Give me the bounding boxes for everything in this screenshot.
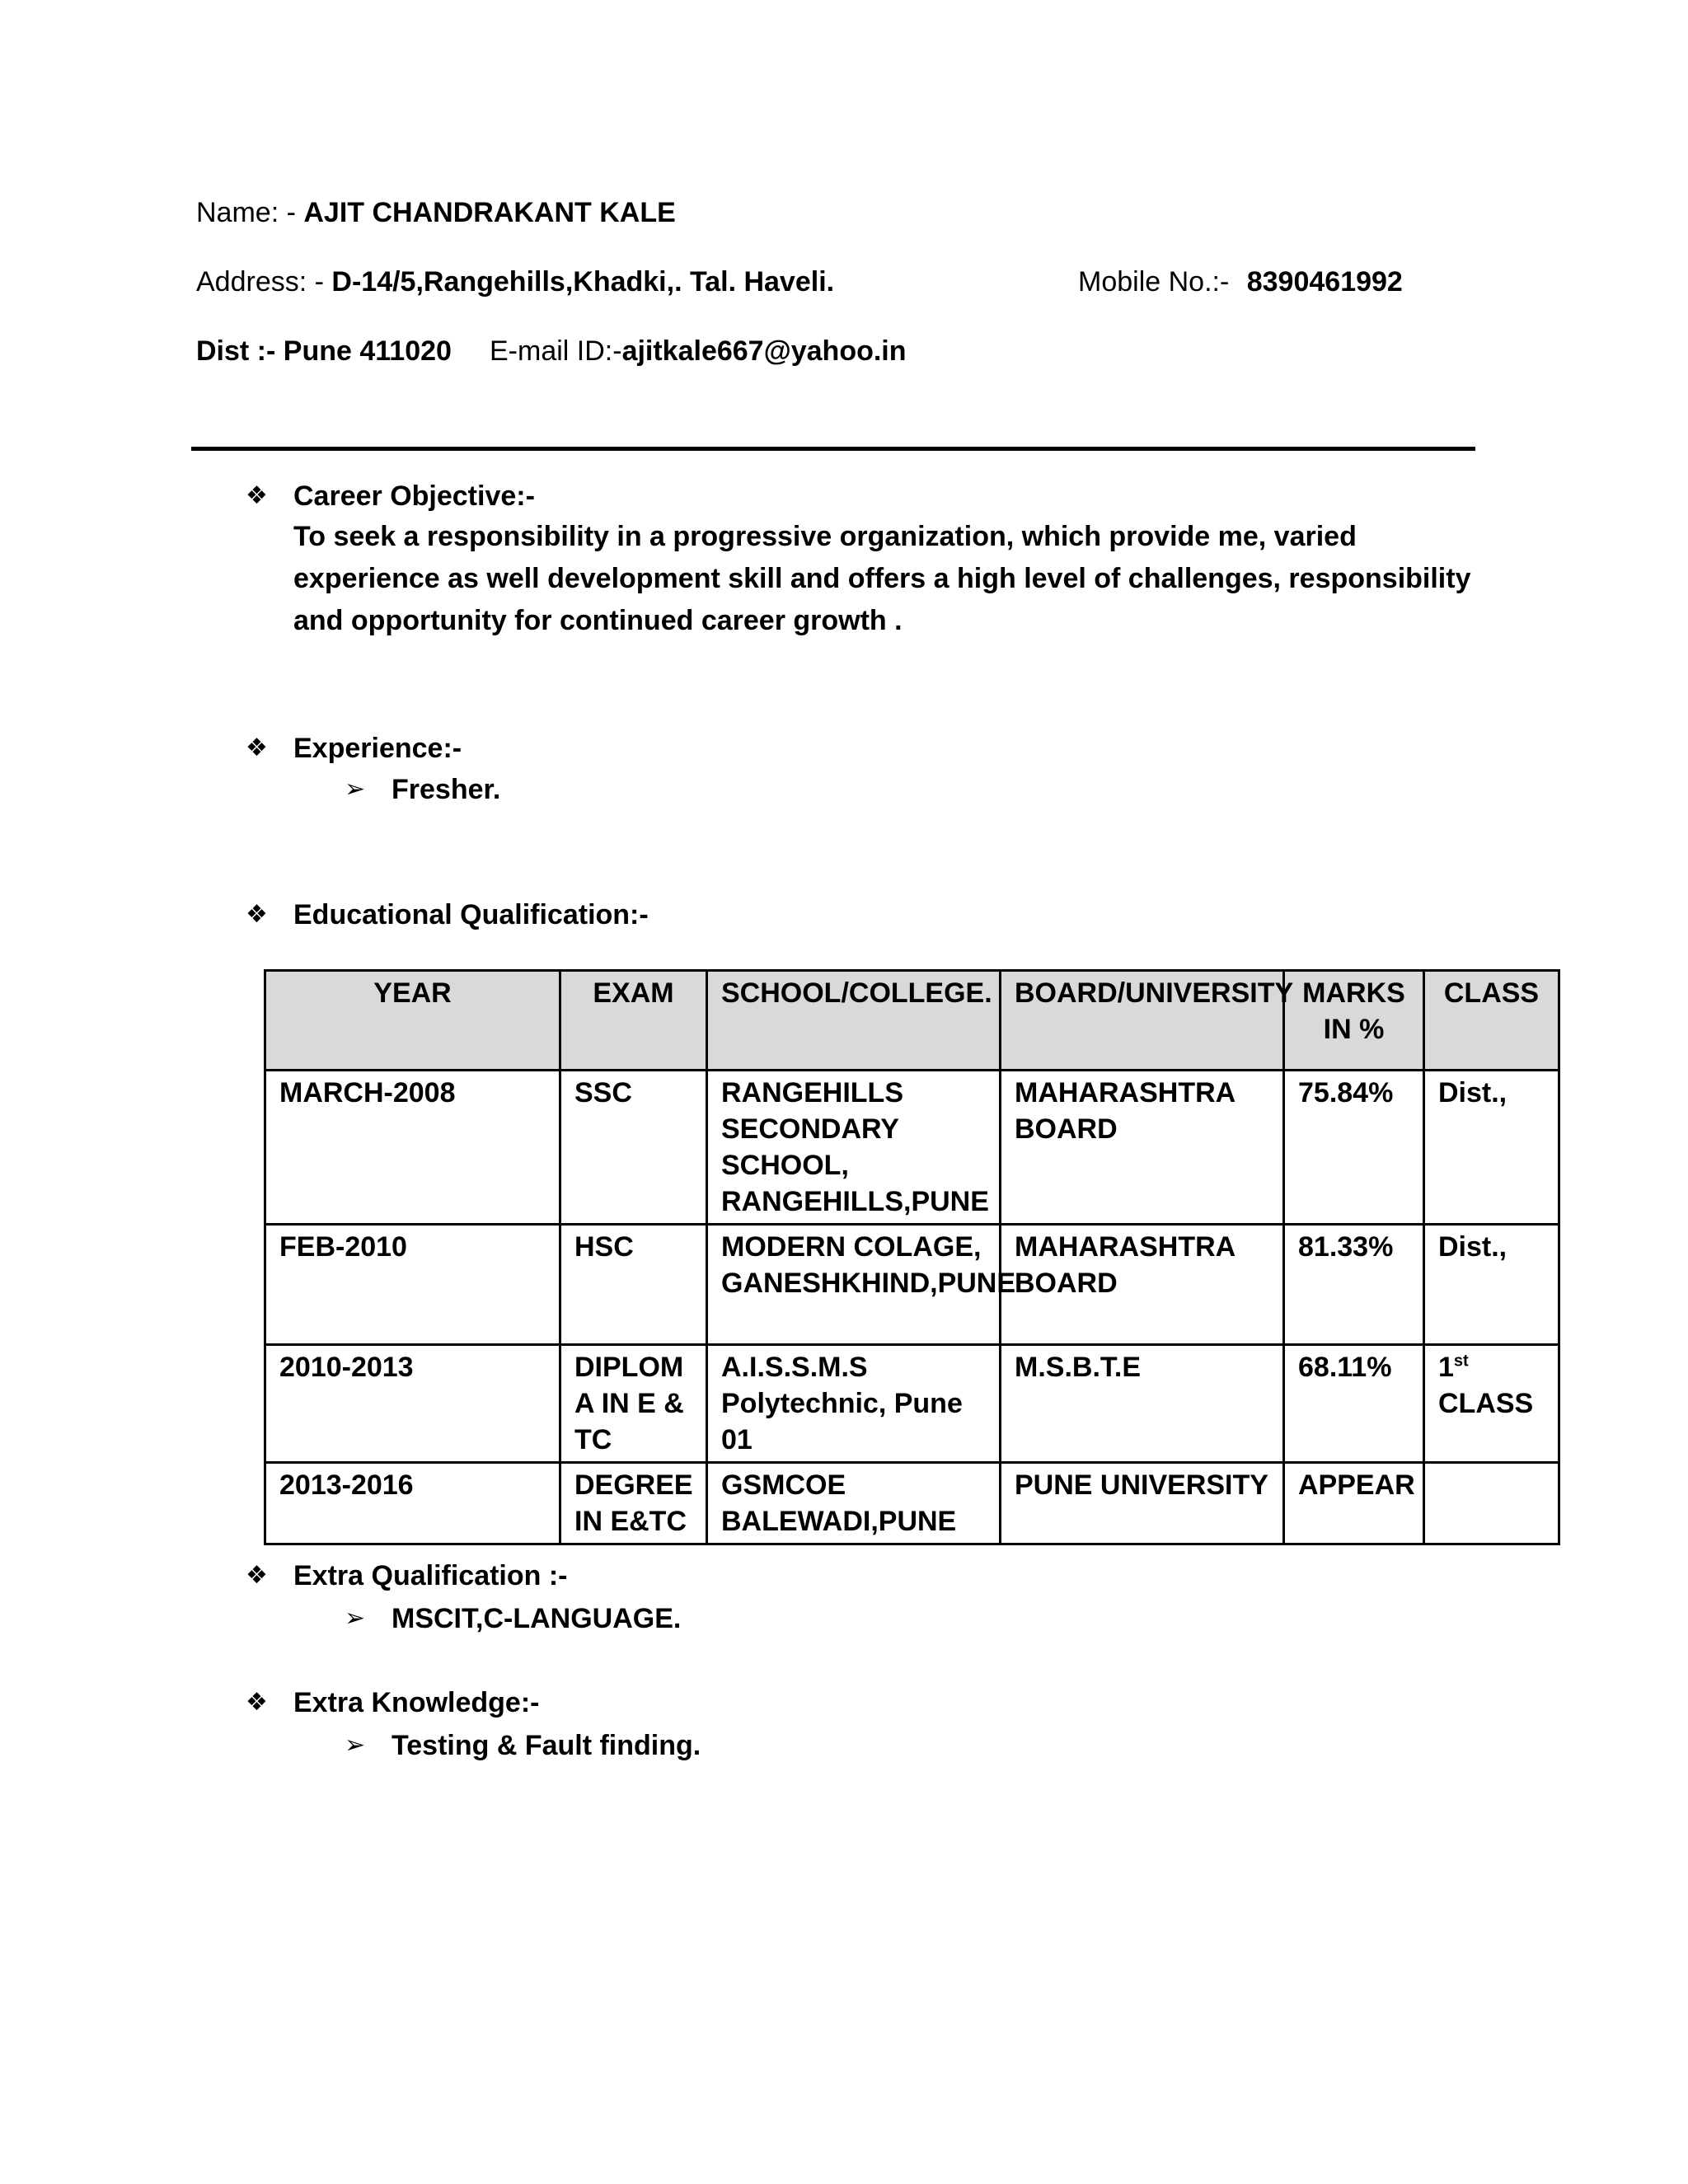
marks-cell: 68.11%	[1284, 1345, 1424, 1463]
address-label: Address: -	[196, 266, 324, 298]
email-label: E-mail ID:-	[490, 335, 622, 367]
address-line	[196, 265, 834, 298]
board-cell: MAHARASHTRA BOARD	[1001, 1225, 1284, 1345]
column-header: BOARD/UNIVERSITY	[1001, 971, 1284, 1071]
exam-cell: HSC	[560, 1225, 707, 1345]
name-label: Name: -	[196, 197, 296, 228]
board-cell: MAHARASHTRA BOARD	[1001, 1071, 1284, 1225]
column-header: YEAR	[265, 971, 560, 1071]
mobile-value: 8390461992	[1246, 266, 1403, 298]
column-header: MARKS IN %	[1284, 971, 1424, 1071]
marks-cell: 81.33%	[1284, 1225, 1424, 1345]
address-value: D-14/5,Rangehills,Khadki,. Tal. Haveli.	[331, 266, 835, 298]
table-row	[265, 1225, 1559, 1345]
extra-knowledge-item: Testing & Fault finding.	[392, 1730, 701, 1761]
column-header: SCHOOL/COLLEGE.	[707, 971, 1001, 1071]
extra-knowledge-heading: Extra Knowledge:-	[293, 1687, 540, 1718]
exam-cell: SSC	[560, 1071, 707, 1225]
diamond-bullet-icon: ❖	[246, 1562, 268, 1589]
column-header: CLASS	[1424, 971, 1559, 1071]
year-cell: 2013-2016	[265, 1463, 560, 1544]
career-objective-heading: Career Objective:-	[293, 480, 535, 512]
arrow-bullet-icon: ➢	[345, 776, 366, 803]
email-value: ajitkale667@yahoo.in	[621, 335, 907, 367]
name-line	[196, 196, 676, 229]
school-cell: RANGEHILLS SECONDARY SCHOOL, RANGEHILLS,PUNE	[707, 1071, 1001, 1225]
table-row	[265, 1463, 1559, 1544]
diamond-bullet-icon: ❖	[246, 734, 268, 762]
class-word: CLASS	[1438, 1388, 1534, 1419]
email-line	[490, 335, 907, 368]
class-cell	[1424, 1463, 1559, 1544]
diamond-bullet-icon: ❖	[246, 1689, 268, 1716]
board-cell: M.S.B.T.E	[1001, 1345, 1284, 1463]
experience-item: Fresher.	[392, 774, 501, 805]
column-header: EXAM	[560, 971, 707, 1071]
mobile-label: Mobile No.:-	[1078, 266, 1230, 298]
diamond-bullet-icon: ❖	[246, 901, 268, 928]
class-cell	[1424, 1345, 1559, 1463]
marks-cell: APPEAR	[1284, 1463, 1424, 1544]
exam-cell: DIPLOM A IN E & TC	[560, 1345, 707, 1463]
experience-heading: Experience:-	[293, 733, 462, 764]
year-cell: MARCH-2008	[265, 1071, 560, 1225]
header-divider	[191, 447, 1475, 451]
education-table	[264, 969, 1560, 1545]
class-ordinal-suffix: st	[1453, 1352, 1469, 1371]
exam-cell: DEGREE IN E&TC	[560, 1463, 707, 1544]
table-row	[265, 1071, 1559, 1225]
school-cell: MODERN COLAGE, GANESHKHIND,PUNE	[707, 1225, 1001, 1345]
marks-cell: 75.84%	[1284, 1071, 1424, 1225]
arrow-bullet-icon: ➢	[345, 1605, 366, 1632]
name-value: AJIT CHANDRAKANT KALE	[303, 197, 676, 228]
extra-qualification-heading: Extra Qualification :-	[293, 1560, 568, 1591]
board-cell: PUNE UNIVERSITY	[1001, 1463, 1284, 1544]
school-cell: A.I.S.S.M.S Polytechnic, Pune 01	[707, 1345, 1001, 1463]
table-header-row	[265, 971, 1559, 1071]
class-cell: Dist.,	[1424, 1071, 1559, 1225]
year-cell: 2010-2013	[265, 1345, 560, 1463]
class-number: 1	[1438, 1352, 1454, 1383]
school-cell: GSMCOE BALEWADI,PUNE	[707, 1463, 1001, 1544]
arrow-bullet-icon: ➢	[345, 1732, 366, 1759]
extra-qualification-item: MSCIT,C-LANGUAGE.	[392, 1603, 682, 1634]
year-cell: FEB-2010	[265, 1225, 560, 1345]
class-cell: Dist.,	[1424, 1225, 1559, 1345]
education-heading: Educational Qualification:-	[293, 899, 649, 930]
mobile-line	[1078, 265, 1403, 298]
dist-line: Dist :- Pune 411020	[196, 335, 452, 367]
diamond-bullet-icon: ❖	[246, 482, 268, 509]
career-objective-text: To seek a responsibility in a progressive organization, which provide me, varied experience as well development skill and offers a high level of challenges, responsibility and opportunity for continued career growth .	[293, 521, 1471, 636]
table-row	[265, 1345, 1559, 1463]
